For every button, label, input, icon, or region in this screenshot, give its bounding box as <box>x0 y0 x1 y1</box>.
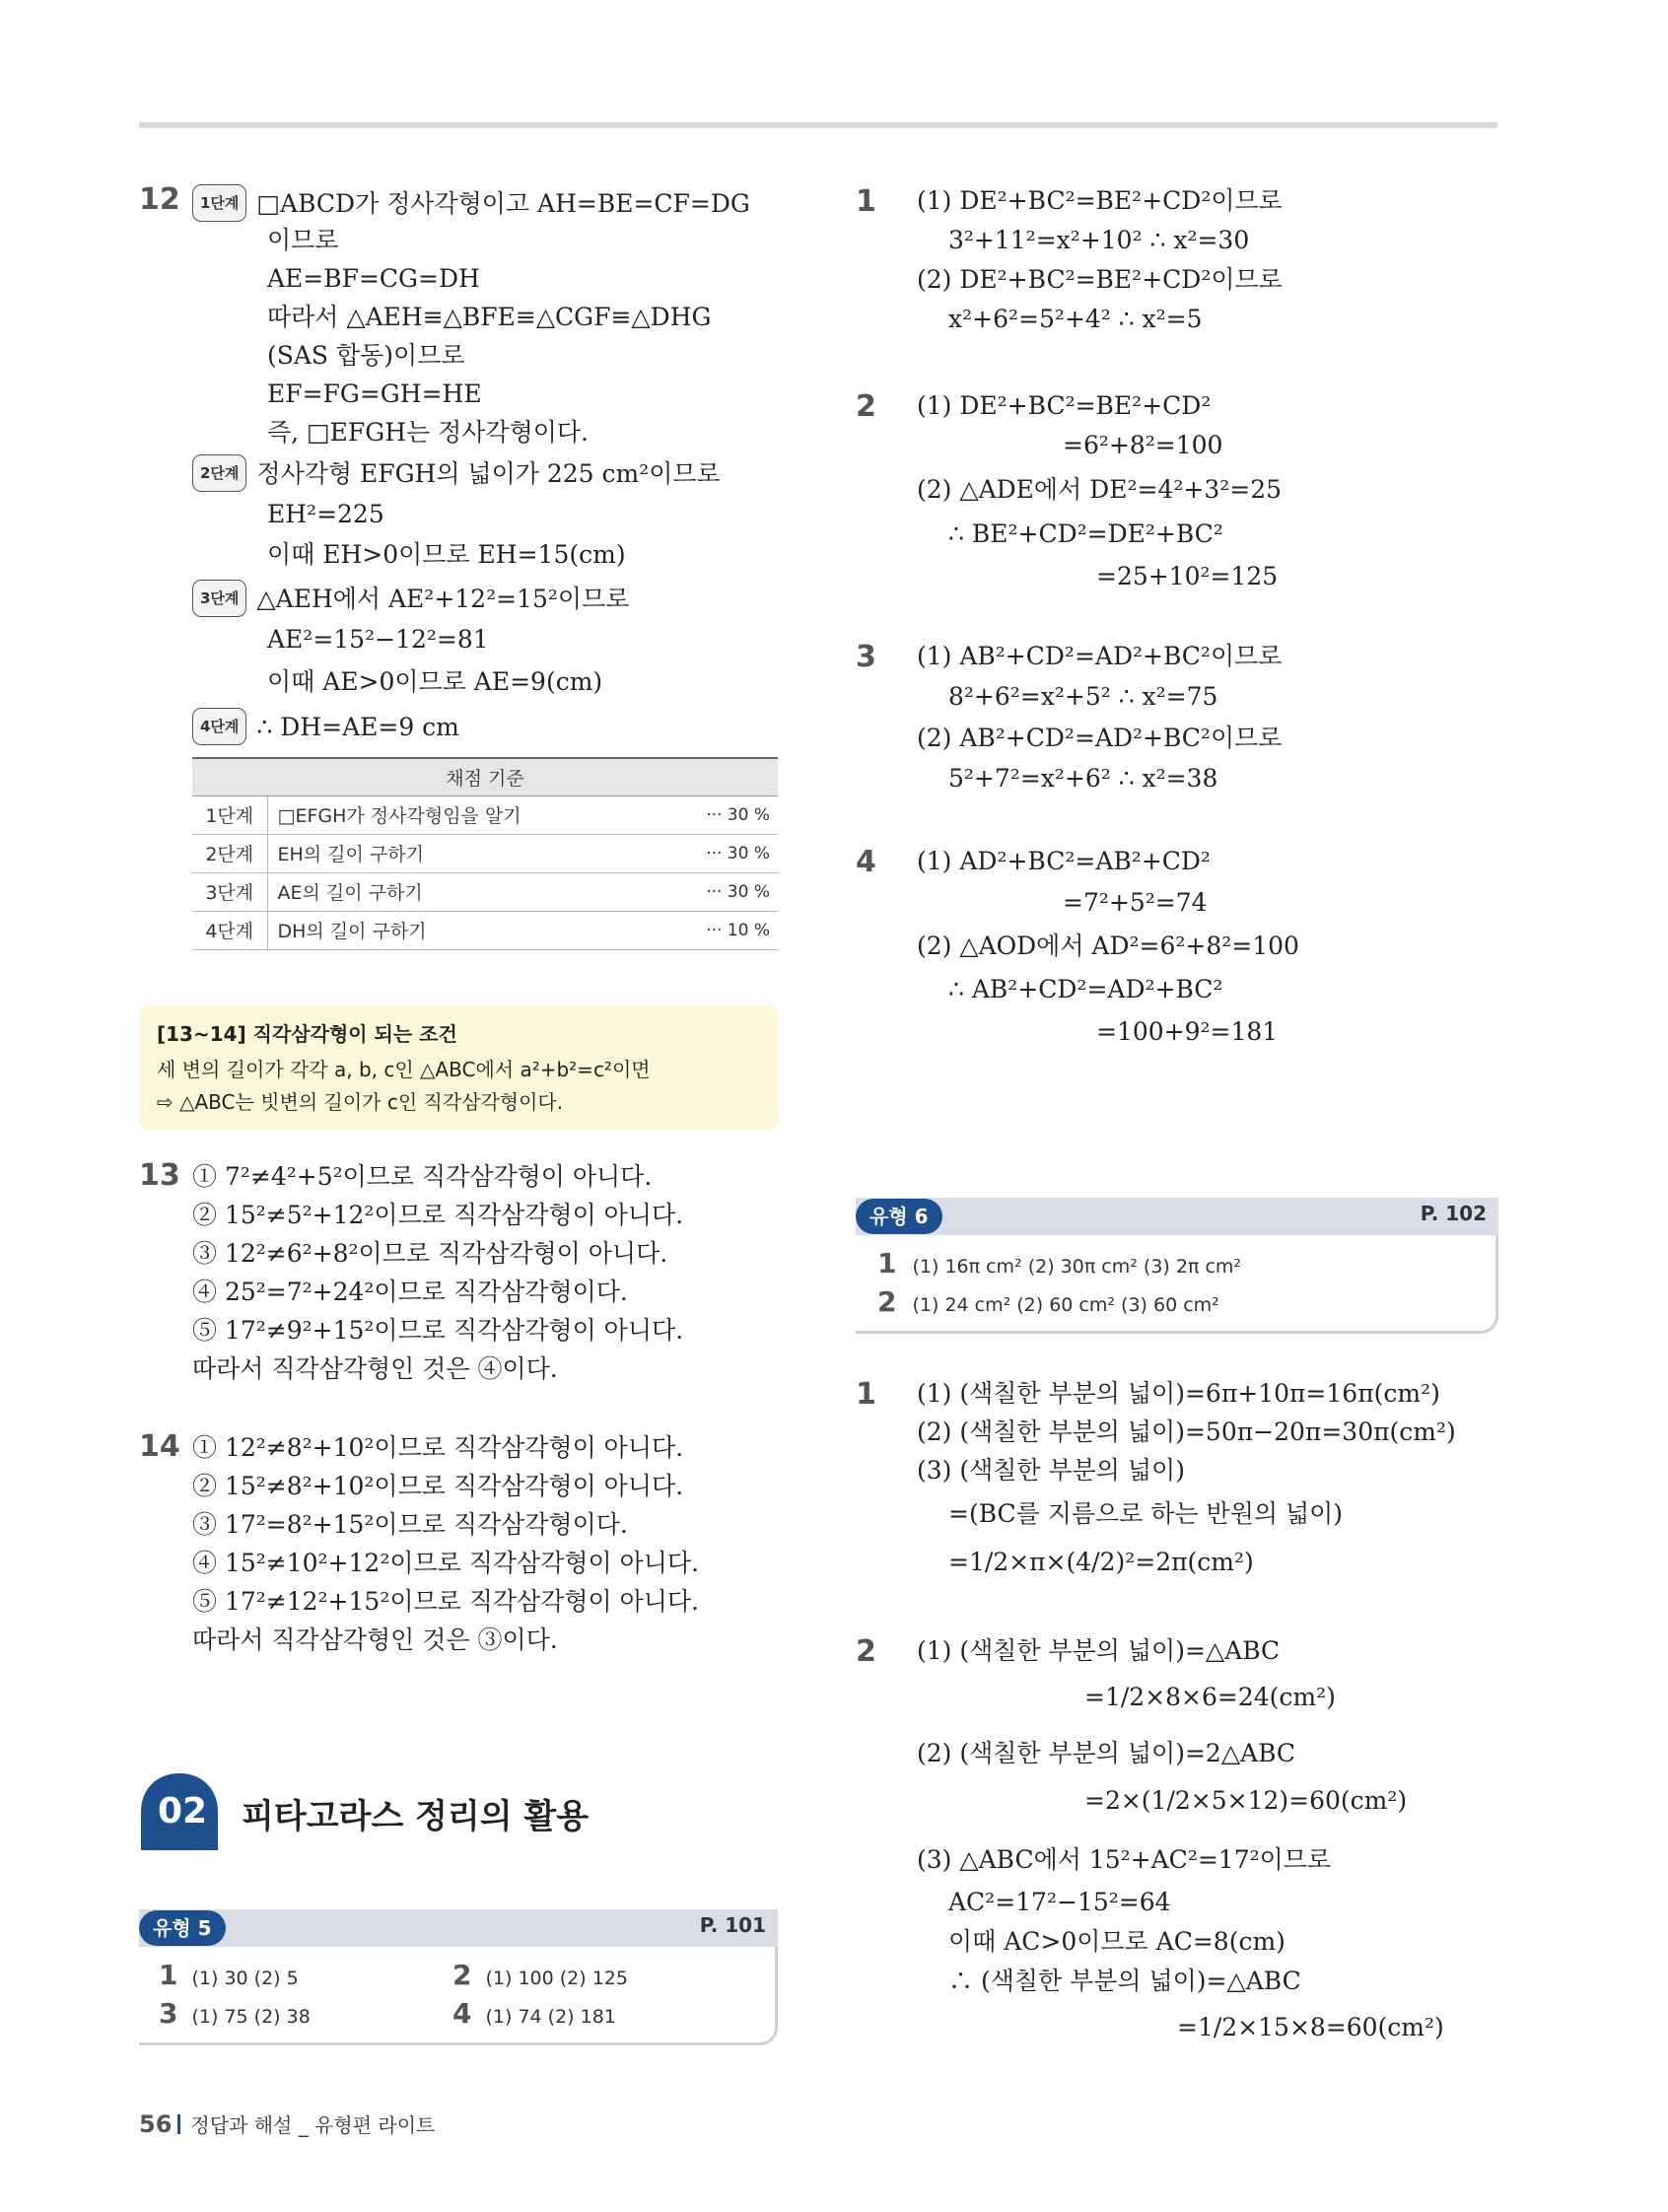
top-rule <box>139 122 1497 128</box>
solution-line: (2) AB²+CD²=AD²+BC²이므로 <box>917 724 1283 752</box>
solution-line: 따라서 직각삼각형인 것은 ③이다. <box>192 1625 558 1654</box>
solution-line: ∴ (색칠한 부분의 넓이)=△ABC <box>948 1967 1301 1995</box>
solution-line: AE²=15²−12²=81 <box>267 625 489 654</box>
answer-item: 1 (1) 16π cm² (2) 30π cm² (3) 2π cm² <box>877 1247 1242 1279</box>
solution-line: 4단계 ∴ DH=AE=9 cm <box>192 708 459 745</box>
solution-line: =1/2×15×8=60(cm²) <box>1177 2013 1444 2041</box>
answer-item: 1 (1) 30 (2) 5 <box>159 1959 299 1991</box>
solution-line: EF=FG=GH=HE <box>267 380 482 408</box>
solution-line: ② 15²≠5²+12²이므로 직각삼각형이 아니다. <box>192 1201 684 1229</box>
solution-line: 이므로 <box>267 226 339 254</box>
solution-line: 이때 EH>0이므로 EH=15(cm) <box>267 540 626 569</box>
answer-item: 2 (1) 100 (2) 125 <box>452 1959 628 1991</box>
solution-line: (2) DE²+BC²=BE²+CD²이므로 <box>917 265 1283 294</box>
scoring-table-header: 채점 기준 <box>192 758 778 795</box>
solution-line: 5²+7²=x²+6² ∴ x²=38 <box>948 764 1218 793</box>
solution-line: AC²=17²−15²=64 <box>948 1888 1171 1916</box>
solution-line: ② 15²≠8²+10²이므로 직각삼각형이 아니다. <box>192 1472 684 1500</box>
solution-line: (SAS 합동)이므로 <box>267 341 465 370</box>
table-row: 2단계 EH의 길이 구하기 ··· 30 % <box>192 834 778 872</box>
note-title: [13~14] 직각삼각형이 되는 조건 <box>157 1022 457 1046</box>
solution-line: 이때 AC>0이므로 AC=8(cm) <box>948 1927 1286 1956</box>
answer-item: 2 (1) 24 cm² (2) 60 cm² (3) 60 cm² <box>877 1285 1219 1318</box>
table-row: 1단계 □EFGH가 정사각형임을 알기 ··· 30 % <box>192 795 778 834</box>
solution-line: 3단계 △AEH에서 AE²+12²=15²이므로 <box>192 580 629 617</box>
solution-line: (2) (색칠한 부분의 넓이)=2△ABC <box>917 1739 1296 1767</box>
solution-line: =1/2×π×(4/2)²=2π(cm²) <box>948 1548 1254 1576</box>
question-number: 3 <box>856 640 876 674</box>
footer-text: 정답과 해설 _ 유형편 라이트 <box>190 2113 436 2137</box>
solution-line: (1) (색칠한 부분의 넓이)=6π+10π=16π(cm²) <box>917 1379 1440 1408</box>
solution-line: =6²+8²=100 <box>1063 431 1223 459</box>
table-row: 3단계 AE의 길이 구하기 ··· 30 % <box>192 872 778 911</box>
answer-box <box>856 1235 1498 1334</box>
solution-line: (3) △ABC에서 15²+AC²=17²이므로 <box>917 1845 1332 1874</box>
type-tag: 유형 6 <box>856 1199 942 1234</box>
page-number: 56 <box>139 2110 173 2138</box>
question-number: 4 <box>856 845 876 879</box>
note-line: ⇨ △ABC는 빗변의 길이가 c인 직각삼각형이다. <box>157 1090 564 1114</box>
solution-line: x²+6²=5²+4² ∴ x²=5 <box>948 305 1203 333</box>
note-box <box>139 1005 778 1130</box>
solution-line: 2단계 정사각형 EFGH의 넓이가 225 cm²이므로 <box>192 454 721 492</box>
solution-line: ① 12²≠8²+10²이므로 직각삼각형이 아니다. <box>192 1433 684 1462</box>
answer-item: 4 (1) 74 (2) 181 <box>452 1997 616 2030</box>
solution-line: (1) DE²+BC²=BE²+CD²이므로 <box>917 186 1283 215</box>
note-line: 세 변의 길이가 각각 a, b, c인 △ABC에서 a²+b²=c²이면 <box>157 1058 651 1081</box>
solution-line: (2) △AOD에서 AD²=6²+8²=100 <box>917 932 1299 960</box>
solution-line: ∴ AB²+CD²=AD²+BC² <box>948 975 1223 1003</box>
answer-box <box>139 1947 778 2045</box>
solution-line: ③ 17²=8²+15²이므로 직각삼각형이다. <box>192 1510 628 1539</box>
section-number: 02 <box>157 1791 208 1832</box>
question-number: 12 <box>139 182 180 217</box>
solution-line: AE=BF=CG=DH <box>267 264 480 293</box>
solution-line: 이때 AE>0이므로 AE=9(cm) <box>267 667 603 696</box>
solution-line: 따라서 △AEH≡△BFE≡△CGF≡△DHG <box>267 303 712 331</box>
solution-line: 8²+6²=x²+5² ∴ x²=75 <box>948 682 1218 711</box>
solution-line: EH²=225 <box>267 500 384 528</box>
solution-line: =7²+5²=74 <box>1063 888 1208 917</box>
solution-line: =25+10²=125 <box>1096 562 1279 590</box>
solution-line: ① 7²≠4²+5²이므로 직각삼각형이 아니다. <box>192 1162 653 1191</box>
solution-line: =100+9²=181 <box>1096 1017 1279 1046</box>
solution-line: ⑤ 17²≠9²+15²이므로 직각삼각형이 아니다. <box>192 1316 684 1345</box>
type-header <box>139 1909 778 1947</box>
solution-line: =2×(1/2×5×12)=60(cm²) <box>1084 1786 1408 1815</box>
type-header <box>856 1198 1498 1235</box>
solution-line: ④ 25²=7²+24²이므로 직각삼각형이다. <box>192 1278 628 1306</box>
section-title: 피타고라스 정리의 활용 <box>242 1797 590 1836</box>
solution-line: ⑤ 17²≠12²+15²이므로 직각삼각형이 아니다. <box>192 1587 699 1616</box>
question-number: 13 <box>139 1158 180 1193</box>
solution-line: ③ 12²≠6²+8²이므로 직각삼각형이 아니다. <box>192 1239 668 1268</box>
solution-line: 따라서 직각삼각형인 것은 ④이다. <box>192 1354 558 1383</box>
solution-line: 즉, □EFGH는 정사각형이다. <box>267 418 589 447</box>
solution-line: (3) (색칠한 부분의 넓이) <box>917 1456 1185 1485</box>
solution-line: ④ 15²≠10²+12²이므로 직각삼각형이 아니다. <box>192 1549 699 1577</box>
solution-line: =1/2×8×6=24(cm²) <box>1084 1683 1336 1711</box>
question-number: 2 <box>856 1634 876 1669</box>
page-footer <box>139 2109 435 2138</box>
solution-line: =(BC를 지름으로 하는 반원의 넓이) <box>948 1499 1344 1528</box>
question-number: 1 <box>856 184 876 219</box>
scoring-table <box>192 757 778 950</box>
solution-line: (2) △ADE에서 DE²=4²+3²=25 <box>917 475 1283 504</box>
answer-item: 3 (1) 75 (2) 38 <box>159 1997 311 2030</box>
type-page: P. 102 <box>1420 1202 1487 1225</box>
solution-line: (1) (색칠한 부분의 넓이)=△ABC <box>917 1636 1281 1665</box>
table-row: 4단계 DH의 길이 구하기 ··· 10 % <box>192 911 778 949</box>
solution-line: 3²+11²=x²+10² ∴ x²=30 <box>948 226 1250 254</box>
solution-line: 1단계 □ABCD가 정사각형이고 AH=BE=CF=DG <box>192 184 750 222</box>
solution-line: (2) (색칠한 부분의 넓이)=50π−20π=30π(cm²) <box>917 1417 1456 1446</box>
question-number: 1 <box>856 1377 876 1412</box>
type-tag: 유형 5 <box>139 1910 226 1946</box>
solution-line: (1) AB²+CD²=AD²+BC²이므로 <box>917 642 1283 670</box>
question-number: 2 <box>856 389 876 424</box>
solution-line: ∴ BE²+CD²=DE²+BC² <box>948 519 1223 548</box>
solution-line: (1) AD²+BC²=AB²+CD² <box>917 847 1211 875</box>
solution-line: (1) DE²+BC²=BE²+CD² <box>917 391 1212 420</box>
type-page: P. 101 <box>699 1913 766 1937</box>
question-number: 14 <box>139 1429 180 1464</box>
